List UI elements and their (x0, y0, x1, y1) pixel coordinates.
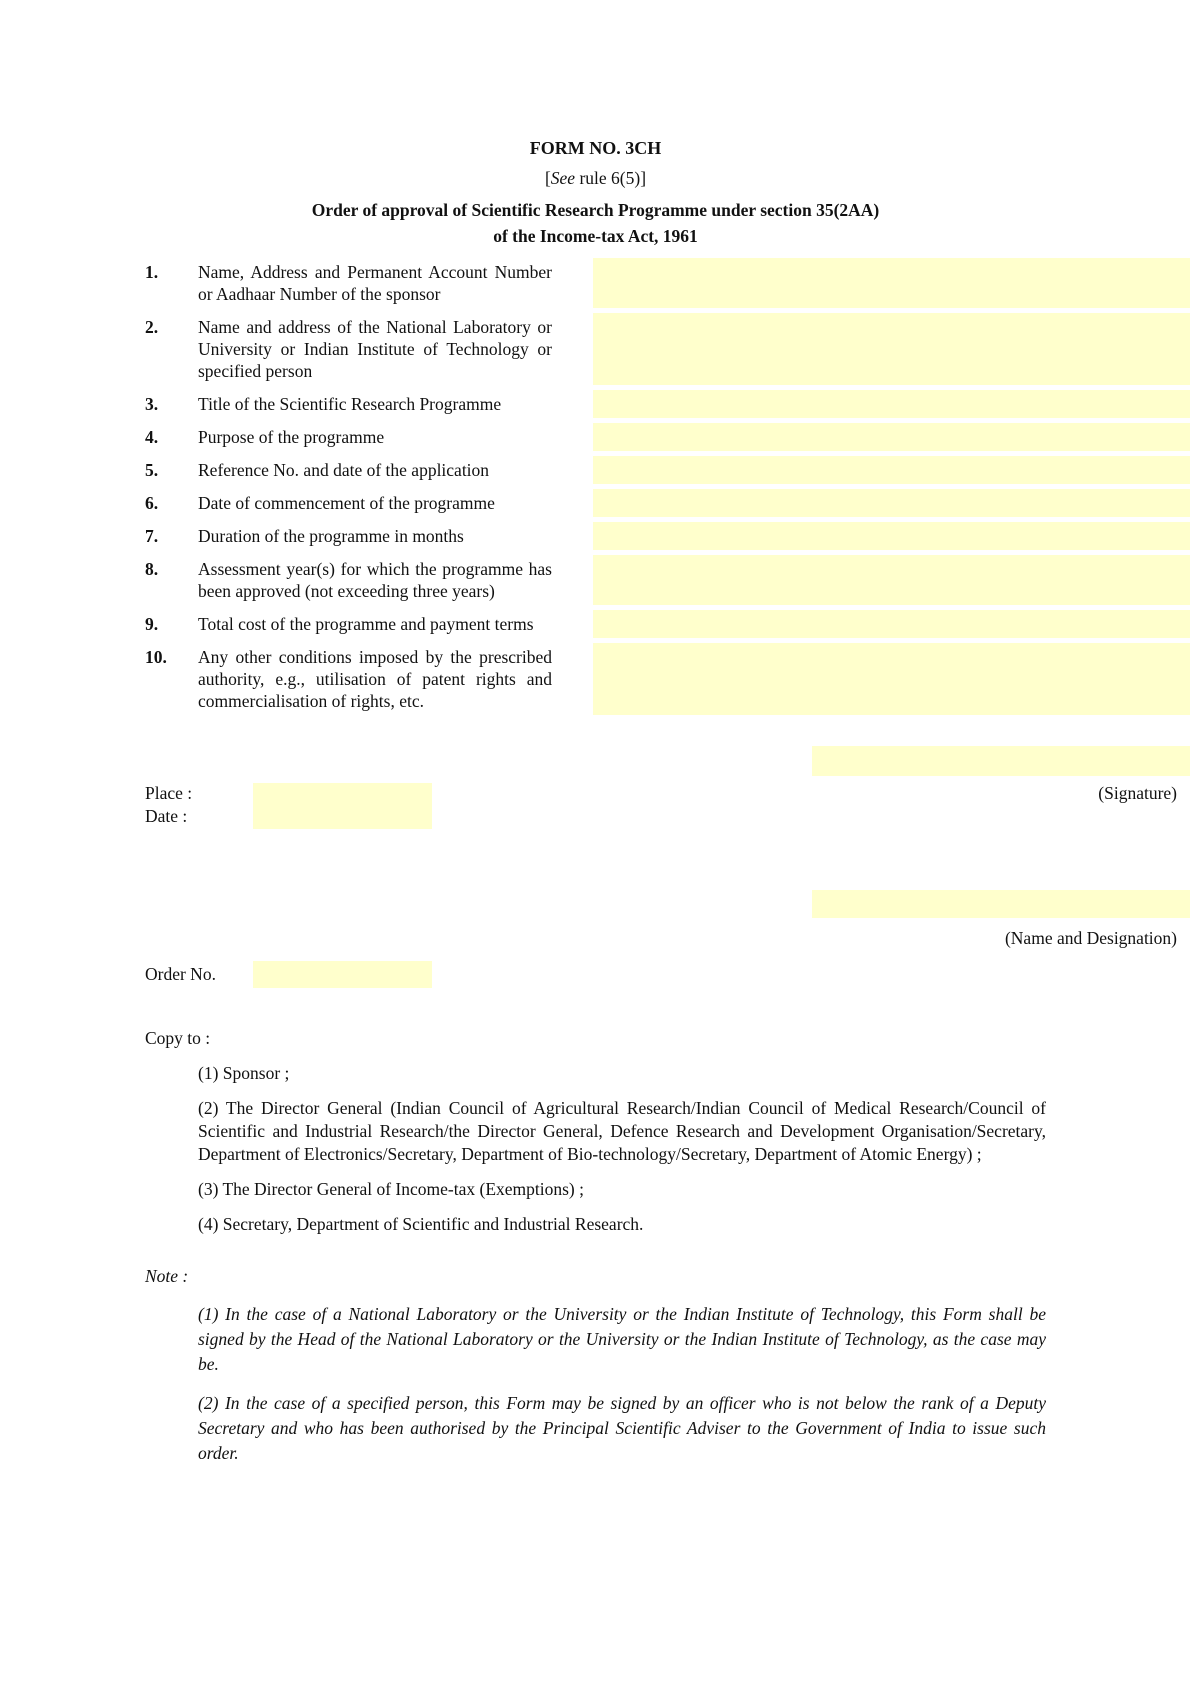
item-row (145, 610, 1190, 638)
item-row (145, 489, 1190, 517)
item-label: Any other conditions imposed by the prescribed authority, e.g., utilisation of patent rights and commercialisation of rights, etc. (198, 647, 552, 711)
item-label: Title of the Scientific Research Programme (198, 394, 502, 414)
item-field-4[interactable] (593, 423, 1190, 451)
item-label: Duration of the programme in months (198, 526, 464, 546)
item-row (145, 258, 1190, 308)
item-field-1[interactable] (593, 258, 1190, 308)
rule-see-word: See (550, 168, 576, 188)
item-label: Name, Address and Permanent Account Number or Aadhaar Number of the sponsor (198, 262, 552, 304)
name-designation-field[interactable] (812, 890, 1190, 918)
item-field-6[interactable] (593, 489, 1190, 517)
item-label: Purpose of the programme (198, 427, 385, 447)
item-row (145, 555, 1190, 605)
item-row (145, 390, 1190, 418)
copy-to-list (145, 1062, 1190, 1236)
signature-field[interactable] (812, 746, 1190, 776)
item-field-8[interactable] (593, 555, 1190, 605)
form-title-line2: of the Income-tax Act, 1961 (493, 226, 698, 246)
date-label: Date : (145, 806, 188, 826)
item-number: 3. (145, 394, 159, 414)
form-number-title: FORM NO. 3CH (529, 138, 662, 158)
place-date-block (145, 782, 1190, 830)
item-number: 5. (145, 460, 159, 480)
notes-list (145, 1302, 1190, 1466)
item-number: 2. (145, 317, 159, 337)
item-row (145, 423, 1190, 451)
copy-to-item-4: (4) Secretary, Department of Scientific and Industrial Research. (198, 1214, 644, 1234)
item-number: 7. (145, 526, 159, 546)
copy-to-heading: Copy to : (145, 1028, 211, 1048)
copy-to-item-1: (1) Sponsor ; (198, 1063, 290, 1083)
note-item-2: (2) In the case of a specified person, this Form may be signed by an officer who is not below the rank of a Deputy Secretary and who has been authorised by the Principal Scientific Adviser to the Government of India to issue such order. (198, 1393, 1046, 1463)
item-label: Assessment year(s) for which the programme has been approved (not exceeding three years) (198, 559, 552, 601)
item-label: Date of commencement of the programme (198, 493, 495, 513)
form-title-line1: Order of approval of Scientific Research Programme under section 35(2AA) (311, 200, 880, 220)
item-number: 8. (145, 559, 159, 579)
item-number: 4. (145, 427, 159, 447)
item-field-3[interactable] (593, 390, 1190, 418)
note-item-1: (1) In the case of a National Laboratory or the University or the Indian Institute of Technology, this Form shall be signed by the Head of the National Laboratory or the University or the Indian Institute of Technology, as the case may be. (198, 1304, 1046, 1374)
item-label: Name and address of the National Laboratory or University or Indian Institute of Technology or specified person (198, 317, 552, 381)
form-header (145, 138, 1046, 249)
copy-to-item-2: (2) The Director General (Indian Council of Agricultural Research/Indian Council of Medical Research/Council of Scientific and Industrial Research/the Director General, Defence Research and Development Organisation/Secretary, Department of Electronics/Secretary, Department of Bio-technology/Secretary, Department of Atomic Energy) ; (198, 1098, 1046, 1164)
place-date-field[interactable] (253, 783, 432, 829)
item-field-7[interactable] (593, 522, 1190, 550)
item-field-10[interactable] (593, 643, 1190, 715)
items-table (145, 258, 1190, 715)
item-row (145, 456, 1190, 484)
item-field-5[interactable] (593, 456, 1190, 484)
order-no-label: Order No. (145, 964, 216, 984)
item-row (145, 522, 1190, 550)
item-field-9[interactable] (593, 610, 1190, 638)
item-number: 9. (145, 614, 159, 634)
note-heading: Note : (145, 1266, 189, 1286)
item-number: 6. (145, 493, 159, 513)
rule-text: rule 6(5)] (575, 168, 647, 188)
item-number: 1. (145, 262, 159, 282)
item-label: Reference No. and date of the application (198, 460, 490, 480)
item-row (145, 643, 1190, 715)
item-field-2[interactable] (593, 313, 1190, 385)
place-label: Place : (145, 783, 193, 803)
name-designation-caption: (Name and Designation) (1004, 928, 1177, 948)
rule-bracket-open: [ (544, 168, 551, 188)
item-label: Total cost of the programme and payment terms (198, 614, 534, 634)
order-no-block (145, 961, 1190, 988)
rule-reference (145, 168, 1046, 188)
item-row (145, 313, 1190, 385)
copy-to-item-3: (3) The Director General of Income-tax (Exemptions) ; (198, 1179, 584, 1199)
signature-caption: (Signature) (1098, 783, 1177, 803)
item-number: 10. (145, 647, 167, 667)
order-no-field[interactable] (253, 961, 432, 988)
